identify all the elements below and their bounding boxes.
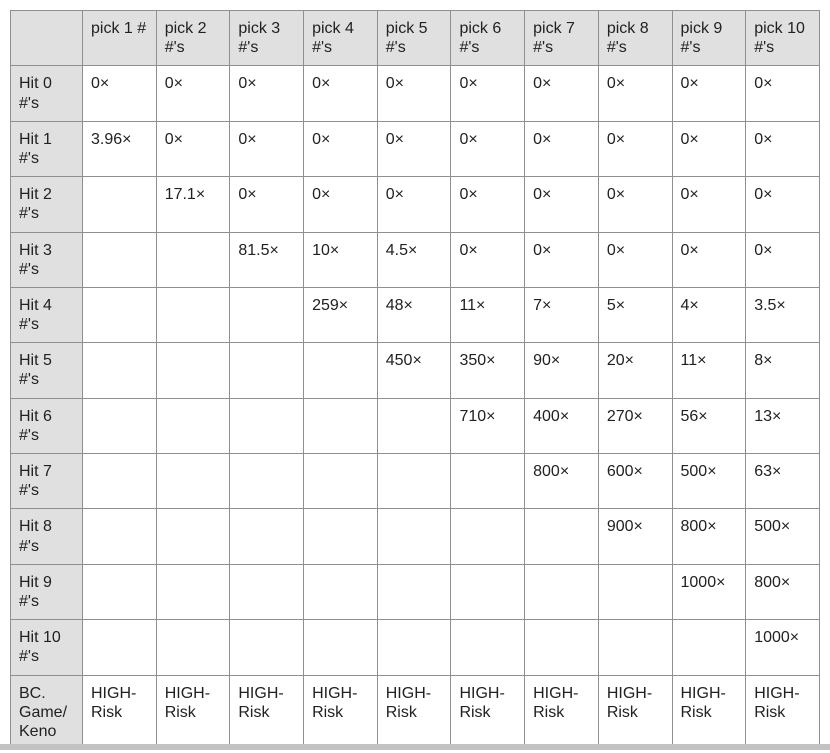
payout-cell: HIGH-Risk: [525, 675, 599, 750]
row-header: Hit 4 #'s: [11, 287, 83, 342]
payout-cell: 710×: [451, 398, 525, 453]
empty-cell: [598, 620, 672, 675]
payout-cell: 259×: [304, 287, 378, 342]
column-header: pick 6 #'s: [451, 11, 525, 66]
empty-cell: [304, 398, 378, 453]
payout-cell: 8×: [746, 343, 820, 398]
payout-cell: 7×: [525, 287, 599, 342]
column-header: pick 4 #'s: [304, 11, 378, 66]
empty-cell: [377, 398, 451, 453]
empty-cell: [377, 620, 451, 675]
empty-cell: [156, 232, 230, 287]
column-header: pick 10 #'s: [746, 11, 820, 66]
payout-cell: 0×: [672, 66, 746, 121]
payout-cell: HIGH-Risk: [377, 675, 451, 750]
payout-cell: 350×: [451, 343, 525, 398]
empty-cell: [83, 564, 157, 619]
row-header: Hit 10 #'s: [11, 620, 83, 675]
empty-cell: [304, 564, 378, 619]
payout-cell: 0×: [377, 121, 451, 176]
empty-cell: [598, 564, 672, 619]
payout-cell: 4.5×: [377, 232, 451, 287]
table-row: [11, 343, 820, 398]
empty-cell: [451, 564, 525, 619]
empty-cell: [156, 454, 230, 509]
corner-cell: [11, 11, 83, 66]
row-header: Hit 6 #'s: [11, 398, 83, 453]
payout-cell: 0×: [672, 232, 746, 287]
empty-cell: [156, 564, 230, 619]
payout-cell: 400×: [525, 398, 599, 453]
empty-cell: [83, 509, 157, 564]
payout-cell: HIGH-Risk: [83, 675, 157, 750]
empty-cell: [156, 343, 230, 398]
payout-cell: 0×: [451, 121, 525, 176]
payout-cell: 1000×: [672, 564, 746, 619]
payout-cell: 0×: [672, 177, 746, 232]
payout-cell: 63×: [746, 454, 820, 509]
row-header: BC. Game/Keno: [11, 675, 83, 750]
payout-cell: 1000×: [746, 620, 820, 675]
table-row: [11, 177, 820, 232]
column-header: pick 7 #'s: [525, 11, 599, 66]
payout-cell: 0×: [451, 66, 525, 121]
empty-cell: [451, 620, 525, 675]
payout-cell: 900×: [598, 509, 672, 564]
empty-cell: [83, 287, 157, 342]
row-header: Hit 5 #'s: [11, 343, 83, 398]
horizontal-scrollbar[interactable]: [0, 744, 830, 750]
column-header: pick 8 #'s: [598, 11, 672, 66]
row-header: Hit 8 #'s: [11, 509, 83, 564]
payout-cell: 4×: [672, 287, 746, 342]
empty-cell: [156, 509, 230, 564]
payout-cell: 10×: [304, 232, 378, 287]
payout-cell: 13×: [746, 398, 820, 453]
empty-cell: [525, 620, 599, 675]
payout-cell: 0×: [746, 121, 820, 176]
payout-cell: 0×: [156, 121, 230, 176]
payout-cell: 0×: [230, 121, 304, 176]
empty-cell: [377, 454, 451, 509]
payout-cell: 0×: [746, 232, 820, 287]
payout-cell: 48×: [377, 287, 451, 342]
payout-cell: 270×: [598, 398, 672, 453]
payout-cell: 90×: [525, 343, 599, 398]
empty-cell: [304, 343, 378, 398]
payout-cell: HIGH-Risk: [598, 675, 672, 750]
empty-cell: [83, 177, 157, 232]
empty-cell: [83, 398, 157, 453]
table-row: [11, 66, 820, 121]
payout-cell: 0×: [598, 121, 672, 176]
table-row: [11, 398, 820, 453]
payout-cell: 500×: [746, 509, 820, 564]
payout-cell: 0×: [746, 66, 820, 121]
payout-cell: 0×: [230, 66, 304, 121]
row-header: Hit 7 #'s: [11, 454, 83, 509]
column-header: pick 5 #'s: [377, 11, 451, 66]
payout-cell: 0×: [598, 232, 672, 287]
table-row: [11, 121, 820, 176]
row-header: Hit 2 #'s: [11, 177, 83, 232]
row-header: Hit 3 #'s: [11, 232, 83, 287]
payout-cell: 0×: [525, 232, 599, 287]
table-row: [11, 509, 820, 564]
payout-cell: HIGH-Risk: [304, 675, 378, 750]
payout-cell: 0×: [598, 66, 672, 121]
empty-cell: [525, 509, 599, 564]
empty-cell: [451, 454, 525, 509]
payout-cell: 0×: [230, 177, 304, 232]
empty-cell: [377, 564, 451, 619]
empty-cell: [304, 509, 378, 564]
row-header: Hit 9 #'s: [11, 564, 83, 619]
payout-cell: 0×: [525, 66, 599, 121]
empty-cell: [230, 398, 304, 453]
payout-cell: 450×: [377, 343, 451, 398]
empty-cell: [525, 564, 599, 619]
payout-cell: 0×: [451, 177, 525, 232]
payout-cell: 800×: [525, 454, 599, 509]
table-row: [11, 454, 820, 509]
empty-cell: [156, 620, 230, 675]
payout-cell: HIGH-Risk: [672, 675, 746, 750]
empty-cell: [83, 232, 157, 287]
empty-cell: [230, 343, 304, 398]
empty-cell: [230, 564, 304, 619]
payout-cell: 3.5×: [746, 287, 820, 342]
payout-cell: 0×: [451, 232, 525, 287]
payout-cell: 0×: [83, 66, 157, 121]
table-row: [11, 620, 820, 675]
payout-cell: 600×: [598, 454, 672, 509]
empty-cell: [83, 343, 157, 398]
payout-cell: 11×: [672, 343, 746, 398]
payout-cell: 56×: [672, 398, 746, 453]
table-row: [11, 232, 820, 287]
payout-cell: 0×: [525, 121, 599, 176]
payout-cell: HIGH-Risk: [230, 675, 304, 750]
payout-cell: 17.1×: [156, 177, 230, 232]
payout-cell: 0×: [377, 66, 451, 121]
keno-payout-table: [10, 10, 820, 750]
empty-cell: [83, 454, 157, 509]
payout-cell: 800×: [672, 509, 746, 564]
empty-cell: [156, 398, 230, 453]
payout-cell: HIGH-Risk: [451, 675, 525, 750]
empty-cell: [83, 620, 157, 675]
payout-cell: 0×: [377, 177, 451, 232]
payout-cell: 0×: [304, 121, 378, 176]
column-header: pick 1 #: [83, 11, 157, 66]
empty-cell: [377, 509, 451, 564]
row-header: Hit 0 #'s: [11, 66, 83, 121]
empty-cell: [451, 509, 525, 564]
empty-cell: [230, 454, 304, 509]
payout-cell: 800×: [746, 564, 820, 619]
empty-cell: [230, 509, 304, 564]
payout-cell: 11×: [451, 287, 525, 342]
payout-cell: 0×: [304, 66, 378, 121]
payout-cell: HIGH-Risk: [746, 675, 820, 750]
payout-cell: 0×: [598, 177, 672, 232]
table-row: [11, 564, 820, 619]
payout-cell: 500×: [672, 454, 746, 509]
column-header: pick 3 #'s: [230, 11, 304, 66]
payout-cell: 5×: [598, 287, 672, 342]
payout-cell: 0×: [746, 177, 820, 232]
payout-cell: 20×: [598, 343, 672, 398]
empty-cell: [156, 287, 230, 342]
payout-cell: 0×: [156, 66, 230, 121]
payout-cell: 81.5×: [230, 232, 304, 287]
empty-cell: [304, 620, 378, 675]
payout-cell: 0×: [525, 177, 599, 232]
column-header: pick 2 #'s: [156, 11, 230, 66]
table-row: [11, 675, 820, 750]
payout-cell: HIGH-Risk: [156, 675, 230, 750]
row-header: Hit 1 #'s: [11, 121, 83, 176]
empty-cell: [672, 620, 746, 675]
empty-cell: [304, 454, 378, 509]
header-row: [11, 11, 820, 66]
empty-cell: [230, 620, 304, 675]
payout-cell: 0×: [672, 121, 746, 176]
payout-cell: 0×: [304, 177, 378, 232]
payout-cell: 3.96×: [83, 121, 157, 176]
empty-cell: [230, 287, 304, 342]
table-row: [11, 287, 820, 342]
column-header: pick 9 #'s: [672, 11, 746, 66]
